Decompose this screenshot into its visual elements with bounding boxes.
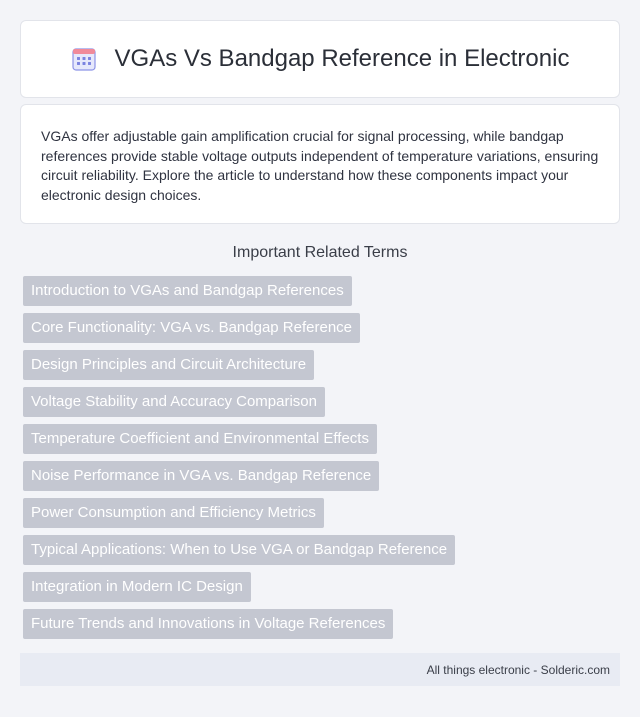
related-term-link[interactable]: Design Principles and Circuit Architecture xyxy=(23,350,314,380)
calendar-grid-icon xyxy=(71,46,97,72)
description-text: VGAs offer adjustable gain amplification crucial for signal processing, while bandgap references provide stable voltage outputs independent of temperature variations, ensuring circuit reliability. Explore the article to understand how these components impact your electronic design choices. xyxy=(41,128,599,203)
description-card xyxy=(20,104,620,224)
title-card xyxy=(20,20,620,98)
footer-text: All things electronic - Solderic.com xyxy=(426,662,610,677)
footer xyxy=(20,653,620,686)
related-term-link[interactable]: Temperature Coefficient and Environmental Effects xyxy=(23,424,377,454)
related-term-link[interactable]: Introduction to VGAs and Bandgap References xyxy=(23,276,352,306)
related-term-link[interactable]: Future Trends and Innovations in Voltage References xyxy=(23,609,393,639)
related-terms-heading: Important Related Terms xyxy=(232,244,408,261)
related-term-link[interactable]: Voltage Stability and Accuracy Comparison xyxy=(23,387,325,417)
page-title: VGAs Vs Bandgap Reference in Electronic xyxy=(114,45,570,72)
related-term-link[interactable]: Power Consumption and Efficiency Metrics xyxy=(23,498,324,528)
related-term-link[interactable]: Core Functionality: VGA vs. Bandgap Reference xyxy=(23,313,360,343)
related-term-link[interactable]: Integration in Modern IC Design xyxy=(23,572,251,602)
related-term-link[interactable]: Noise Performance in VGA vs. Bandgap Reference xyxy=(23,461,379,491)
related-terms-list xyxy=(23,276,623,646)
related-term-link[interactable]: Typical Applications: When to Use VGA or Bandgap Reference xyxy=(23,535,455,565)
